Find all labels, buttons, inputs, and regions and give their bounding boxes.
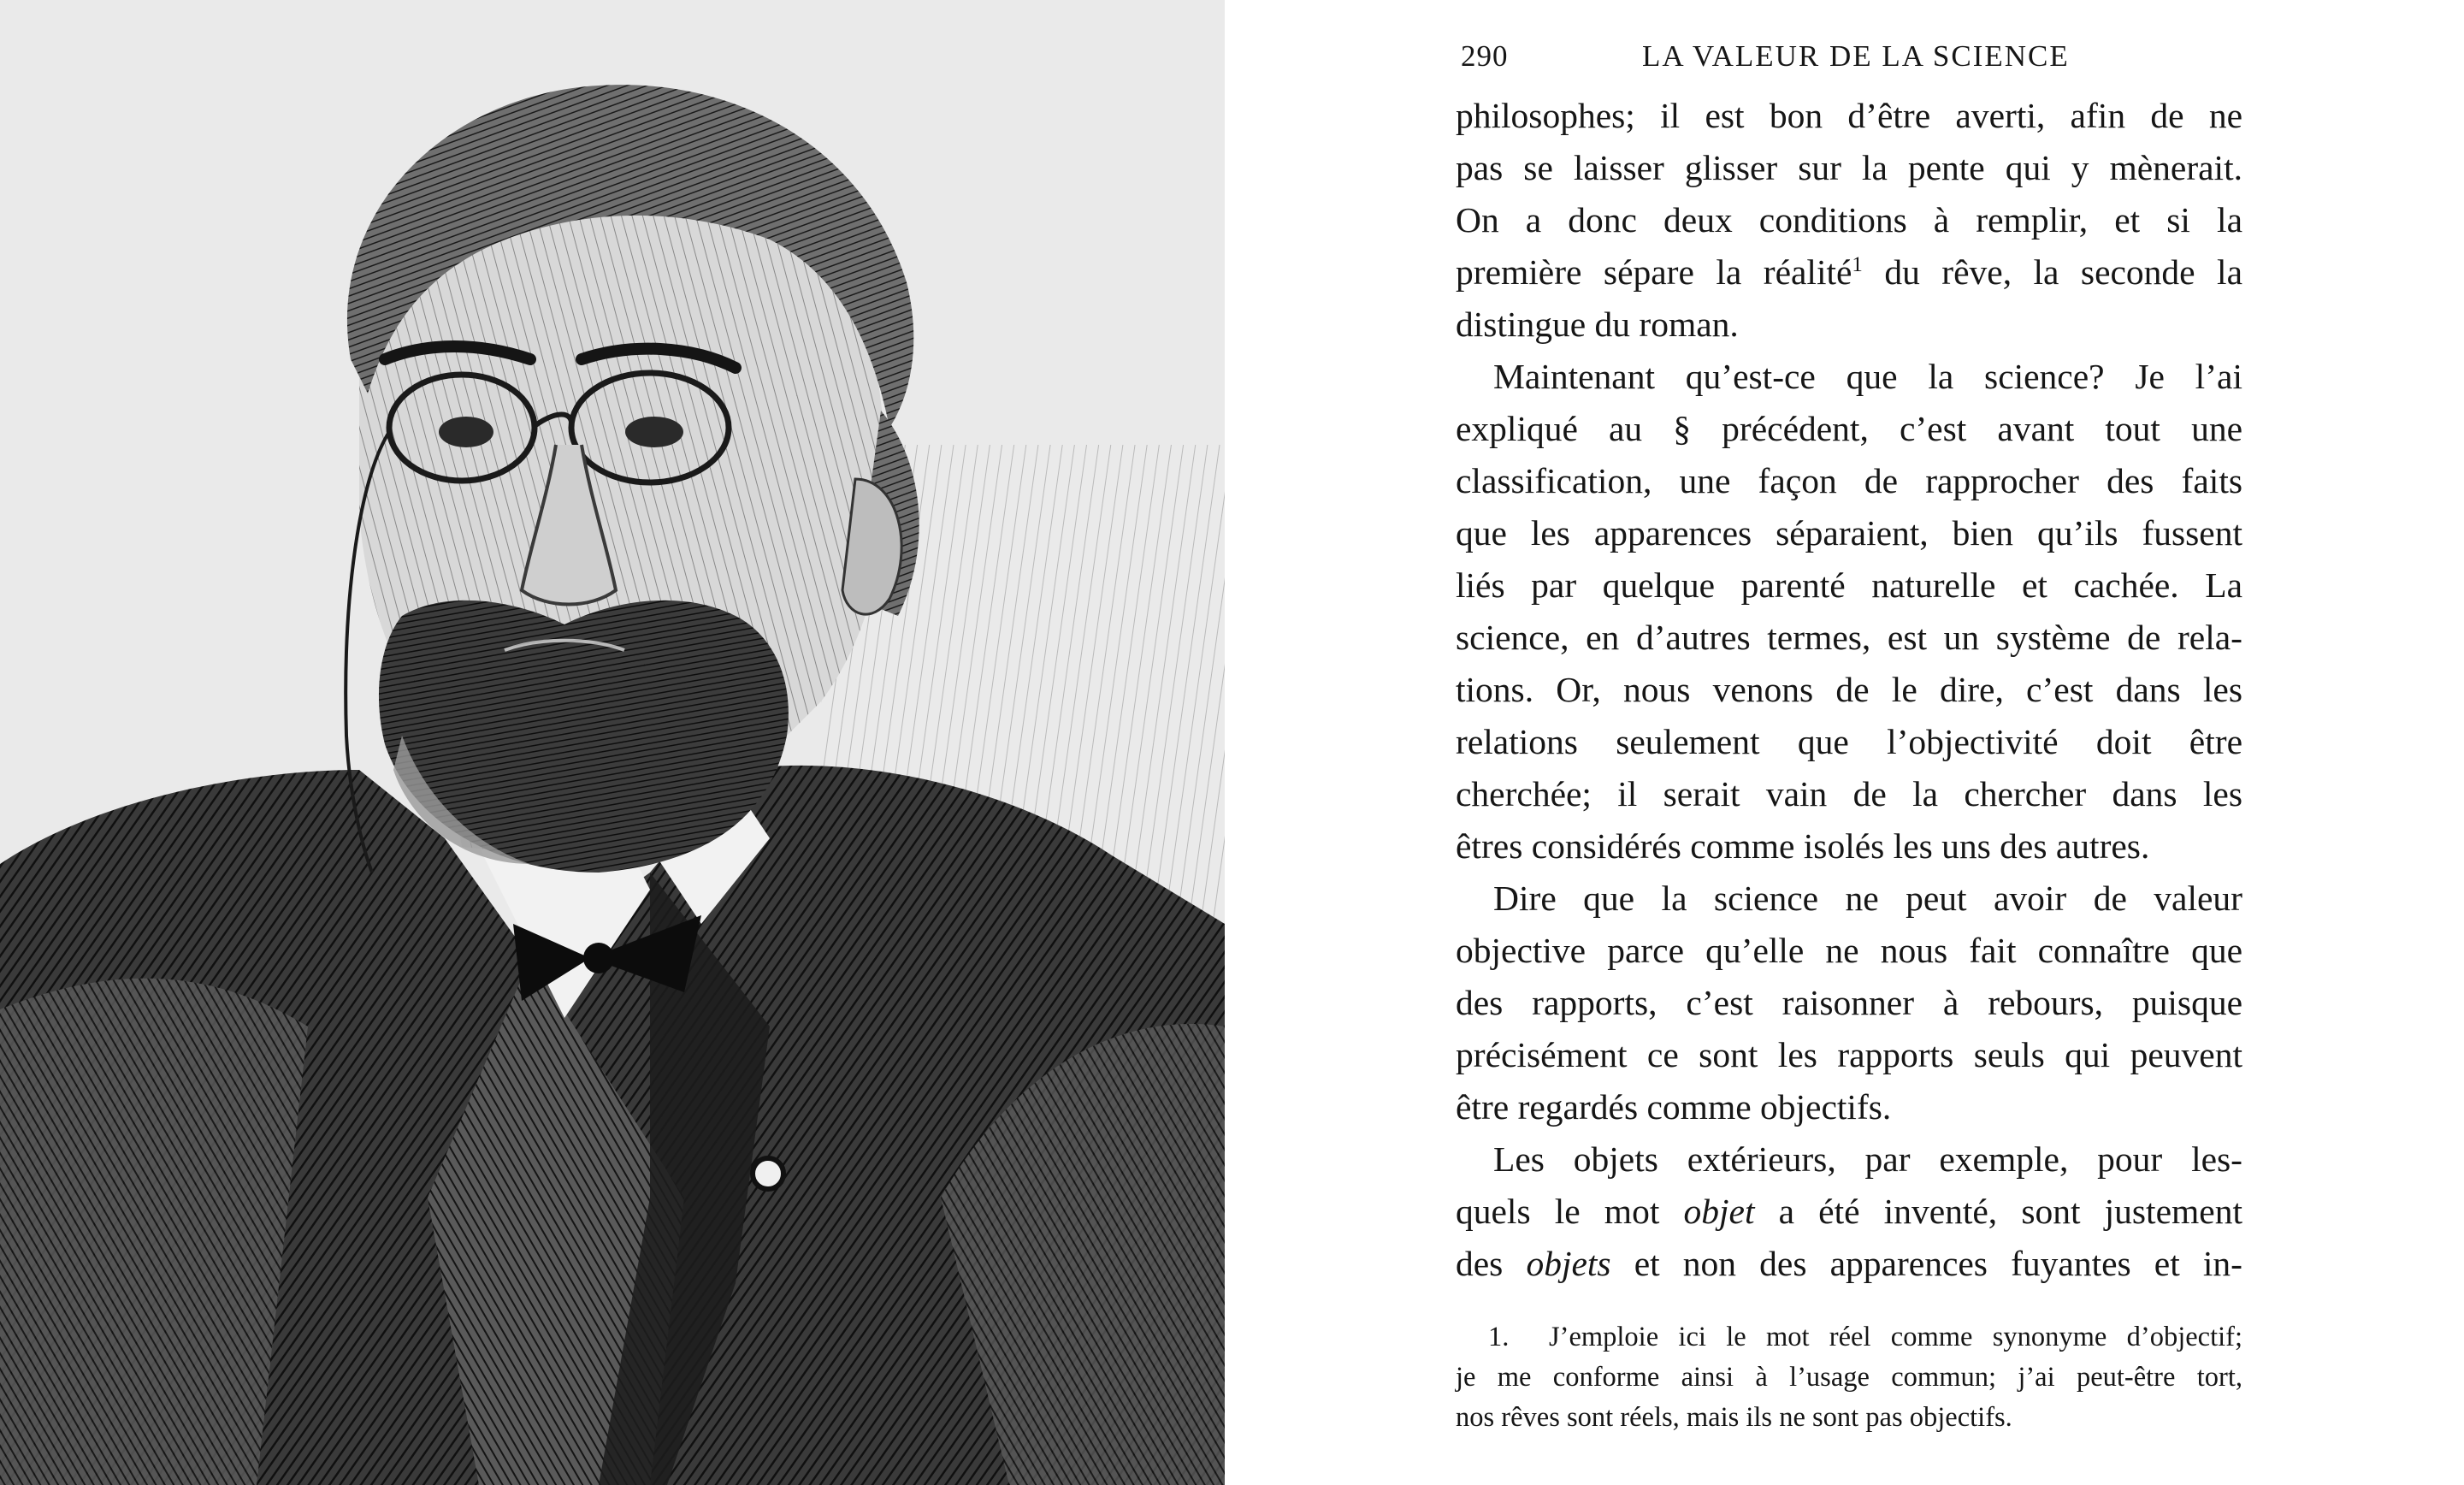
- text-line: science, en d’autres termes, est un système de rela-: [1456, 618, 2242, 657]
- text-line: tions. Or, nous venons de le dire, c’est dans les: [1456, 670, 2242, 709]
- running-head: [1461, 39, 2319, 74]
- footnote-line: [1456, 1317, 2242, 1358]
- text-line: On a donc deux conditions à remplir, et si la: [1456, 200, 2242, 240]
- text-line-with-italic: [1456, 1186, 2242, 1238]
- text-line: expliqué au § précédent, c’est avant tout une: [1456, 409, 2242, 448]
- running-title: LA VALEUR DE LA SCIENCE: [1642, 39, 2070, 73]
- text-line: liés par quelque parenté naturelle et cachée. La: [1456, 565, 2242, 605]
- engraved-portrait-icon: [0, 0, 1225, 1485]
- paragraph: [1456, 90, 2242, 351]
- paragraph: [1456, 1133, 2242, 1290]
- portrait-engraving: [0, 0, 1225, 1485]
- text-line: objective parce qu’elle ne nous fait connaître que: [1456, 931, 2242, 970]
- text-line-with-italic: [1456, 1238, 2242, 1290]
- italic-word: objets: [1526, 1244, 1611, 1283]
- text-line-with-footnote: [1456, 246, 2242, 299]
- text-line: Dire que la science ne peut avoir de valeur: [1493, 879, 2242, 918]
- text-line: classification, une façon de rapprocher des faits: [1456, 461, 2242, 500]
- footnote-number: 1.: [1488, 1322, 1510, 1352]
- book-page: [1225, 0, 2464, 1485]
- text-line: précisément ce sont les rapports seuls qui peuvent: [1456, 1035, 2242, 1074]
- text-line: des rapports, c’est raisonner à rebours, puisque: [1456, 983, 2242, 1022]
- text-fragment: et non des apparences fuyantes et in-: [1610, 1244, 2242, 1283]
- text-fragment: première sépare la réalité: [1456, 252, 1852, 292]
- text-line: Maintenant qu’est-ce que la science? Je l’ai: [1493, 357, 2242, 396]
- page-number: 290: [1461, 39, 1509, 73]
- text-line: pas se laisser glisser sur la pente qui y mènerait.: [1456, 148, 2242, 187]
- text-line: que les apparences séparaient, bien qu’ils fussent: [1456, 513, 2242, 553]
- text-line: distingue du roman.: [1456, 305, 1739, 344]
- text-line: être regardés comme objectifs.: [1456, 1087, 1892, 1127]
- paragraph: [1456, 873, 2242, 1133]
- footnote: [1456, 1317, 2242, 1438]
- text-line: cherchée; il serait vain de la chercher dans les: [1456, 774, 2242, 813]
- footnote-line: nos rêves sont réels, mais ils ne sont pas objectifs.: [1456, 1402, 2012, 1433]
- text-fragment: J’emploie ici le mot réel comme synonyme d’objectif;: [1548, 1322, 2242, 1352]
- italic-word: objet: [1683, 1192, 1755, 1231]
- text-line: êtres considérés comme isolés les uns des autres.: [1456, 826, 2150, 866]
- text-line: Les objets extérieurs, par exemple, pour les-: [1493, 1139, 2242, 1179]
- text-line: philosophes; il est bon d’être averti, afin de ne: [1456, 96, 2242, 135]
- text-fragment: des: [1456, 1244, 1527, 1283]
- body-text: [1456, 90, 2242, 1290]
- text-fragment: a été inventé, sont justement: [1754, 1192, 2242, 1231]
- text-line: relations seulement que l’objectivité doit être: [1456, 722, 2242, 761]
- footnote-marker: 1: [1852, 253, 1863, 277]
- text-fragment: du rêve, la seconde la: [1862, 252, 2242, 292]
- text-fragment: quels le mot: [1456, 1192, 1684, 1231]
- footnote-line: je me conforme ainsi à l’usage commun; j’ai peut-être tort,: [1456, 1362, 2242, 1393]
- paragraph: [1456, 351, 2242, 873]
